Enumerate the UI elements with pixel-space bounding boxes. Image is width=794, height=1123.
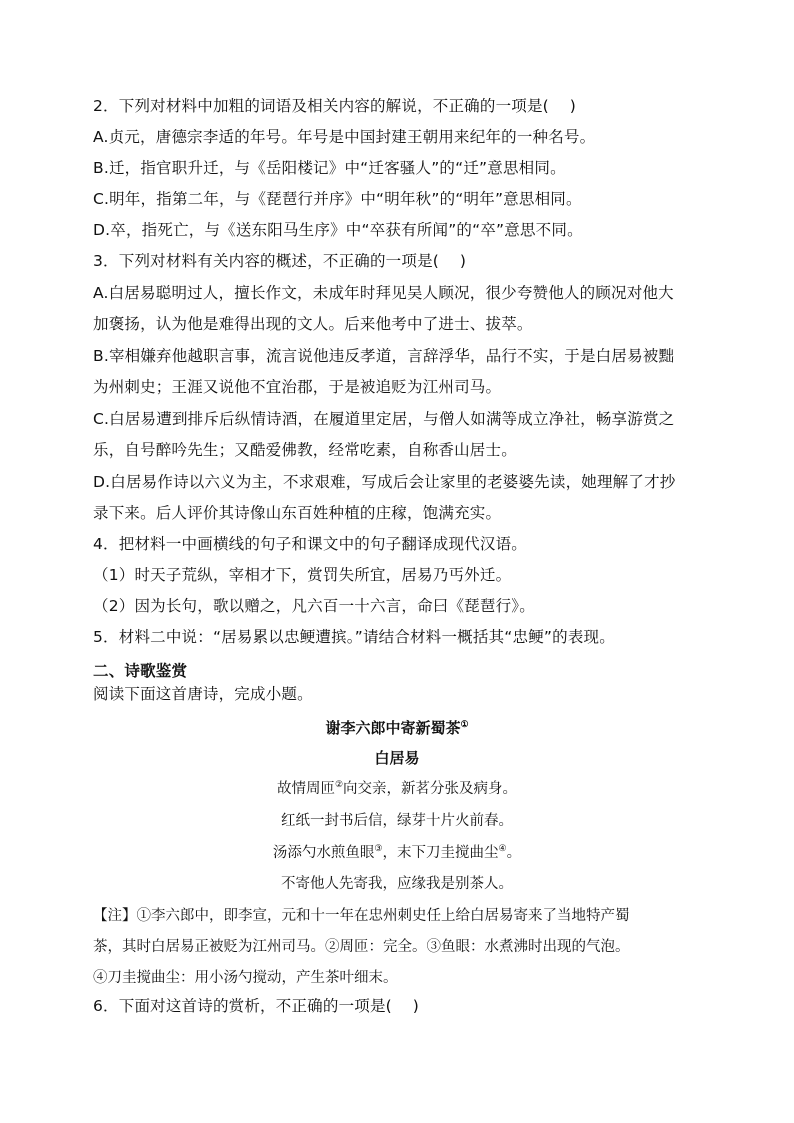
question-3-option-a-line1: A.白居易聪明过人，擅长作文，未成年时拜见吴人顾况，很少夸赞他人的顾况对他大 xyxy=(93,284,674,302)
question-2-stem: 2．下列对材料中加粗的词语及相关内容的解说，不正确的一项是( ) xyxy=(93,97,576,115)
poem-line-3-note-mark-b: ④ xyxy=(498,844,507,854)
poem-line-3-part-c: 。 xyxy=(506,845,522,861)
poem-line-1-part-b: 向交亲，新茗分张及病身。 xyxy=(343,781,518,797)
question-2-option-b: B.迁，指官职升迁，与《岳阳楼记》中“迁客骚人”的“迁”意思相同。 xyxy=(93,159,566,177)
question-2-option-d: D.卒，指死亡，与《送东阳马生序》中“卒获有所闻”的“卒”意思不同。 xyxy=(93,221,583,239)
question-3-option-b-line1: B.宰相嫌弃他越职言事，流言说他违反孝道，言辞浮华，品行不实，于是白居易被黜 xyxy=(93,347,675,365)
question-3-option-c-line1: C.白居易遭到排斥后纵情诗酒，在履道里定居，与僧人如满等成立净社，畅享游赏之 xyxy=(93,410,675,428)
poem-line-1 xyxy=(0,779,794,799)
poem-line-1-note-mark: ② xyxy=(334,780,344,790)
question-4-sentence-1: （1）时天子荒纵，宰相才下，赏罚失所宜，居易乃丐外迁。 xyxy=(93,566,512,584)
question-6-stem: 6．下面对这首诗的赏析，不正确的一项是( ) xyxy=(93,997,419,1015)
question-4-sentence-2: （2）因为长句，歌以赠之，凡六百一十六言，命曰《琵琶行》。 xyxy=(93,597,535,615)
notes-line-2: 茶，其时白居易正被贬为江州司马。②周匝：完全。③鱼眼：水煮沸时出现的气泡。 xyxy=(93,939,630,955)
section-intro: 阅读下面这首唐诗，完成小题。 xyxy=(93,685,313,703)
question-2-option-c: C.明年，指第二年，与《琵琶行并序》中“明年秋”的“明年”意思相同。 xyxy=(93,190,582,208)
question-3-option-d-line1: D.白居易作诗以六义为主，不求艰难，写成后会让家里的老婆婆先读，她理解了才抄 xyxy=(93,473,676,491)
notes-line-1: 【注】①李六郎中，即李宣，元和十一年在忠州刺史任上给白居易寄来了当地特产蜀 xyxy=(93,908,630,924)
question-3-option-a-line2: 加褒扬，认为他是难得出现的文人。后来他考中了进士、拔萃。 xyxy=(93,315,533,333)
poem-line-1-part-a: 故情周匝 xyxy=(276,781,335,797)
poem-line-3 xyxy=(0,843,794,863)
section-heading: 二、诗歌鉴赏 xyxy=(93,662,188,680)
poem-line-3-part-a: 汤添勺水煎鱼眼 xyxy=(272,845,375,861)
poem-title-text: 谢李六郎中寄新蜀茶 xyxy=(325,719,461,737)
question-3-stem: 3．下列对材料有关内容的概述，不正确的一项是( ) xyxy=(93,252,467,270)
poem-line-3-note-mark-a: ③ xyxy=(374,844,383,854)
poem-author: 白居易 xyxy=(374,749,420,767)
poem-line-4: 不寄他人先寄我，应缘我是别茶人。 xyxy=(281,876,513,892)
question-4-stem: 4．把材料一中画横线的句子和课文中的句子翻译成现代汉语。 xyxy=(93,535,527,553)
poem-title xyxy=(0,718,794,738)
poem-title-note-mark: ① xyxy=(460,720,469,730)
question-3-option-d-line2: 录下来。后人评价其诗像山东百姓种植的庄稼，饱满充实。 xyxy=(93,504,502,522)
question-2-option-a: A.贞元，唐德宗李适的年号。年号是中国封建王朝用来纪年的一种名号。 xyxy=(93,128,596,146)
question-5-stem: 5．材料二中说：“居易累以忠鲠遭摈。”请结合材料一概括其“忠鲠”的表现。 xyxy=(93,628,615,646)
question-3-option-b-line2: 为州刺史；王涯又说他不宜治郡，于是被追贬为江州司马。 xyxy=(93,378,502,396)
poem-line-2: 红纸一封书后信，绿芽十片火前春。 xyxy=(281,813,513,829)
question-3-option-c-line2: 乐，自号醉吟先生；又酷爱佛教，经常吃素，自称香山居士。 xyxy=(93,441,517,459)
poem-line-3-part-b: ，末下刀圭搅曲尘 xyxy=(382,845,499,861)
notes-line-3: ④刀圭搅曲尘：用小汤勺搅动，产生茶叶细末。 xyxy=(93,970,398,986)
